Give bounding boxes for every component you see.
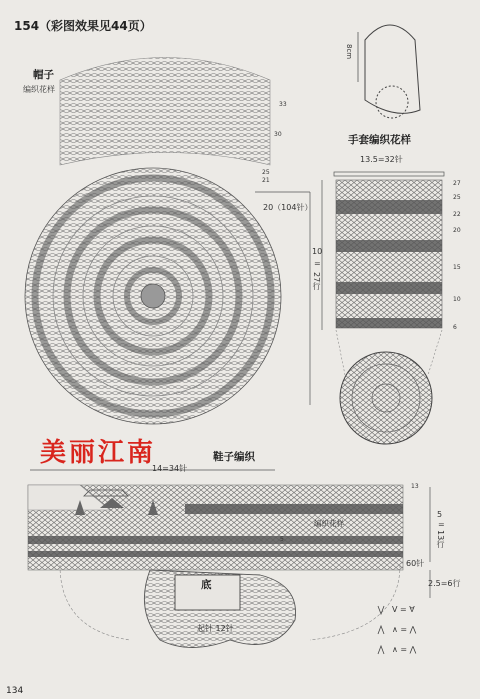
mitten-top-round — [340, 352, 432, 444]
mitten-row-20: 20 — [453, 227, 461, 234]
watermark: 美丽江南 — [40, 438, 157, 468]
shoe-side-top: 5 — [437, 510, 443, 519]
mitten-height-label: 8cm — [345, 44, 353, 60]
hat-row-21: 21 — [262, 177, 270, 184]
legend-item-1: V = ∀ — [392, 605, 415, 614]
mitten-row-27: 27 — [453, 180, 461, 187]
mitten-row-6: 6 — [453, 324, 457, 331]
shoe-row-13: 13 — [411, 483, 419, 490]
hat-row-25: 25 — [262, 169, 270, 176]
shoe-side-mid: = — [438, 520, 445, 529]
legend-symbols — [378, 606, 384, 654]
legend-item-2: ∧ = ⋀ — [392, 625, 417, 634]
shoe-pattern-label: 编织花样 — [314, 519, 344, 528]
mitten-width-label: 13.5=32针 — [360, 155, 403, 164]
mitten-row-10: 10 — [453, 296, 461, 303]
mitten-row-22: 22 — [453, 211, 461, 218]
hat-title: 帽子 — [33, 69, 54, 81]
hat-subtitle: 编织花样 — [23, 85, 55, 94]
sole-label: 底 — [201, 579, 212, 591]
start-stitch-label: 起针 12针 — [197, 624, 234, 633]
mitten-title: 手套编织花样 — [348, 134, 411, 146]
shoe-width-label: 14=34针 — [152, 464, 188, 473]
shoe-side-bot: 13行 — [436, 530, 445, 549]
mitten-side-mid: = — [314, 259, 321, 268]
shoe-row-5: 5 — [280, 536, 284, 543]
mitten-side-top: 10 — [312, 247, 323, 256]
mitten-row-25: 25 — [453, 194, 461, 201]
hat-height-label: 20（104针） — [263, 203, 313, 212]
shoe-title: 鞋子编织 — [213, 451, 255, 463]
shoe-stitch-label: 60针 — [406, 559, 425, 568]
mitten-outline — [365, 25, 420, 113]
hat-crown-rounds — [25, 168, 281, 424]
legend-item-3: ∧ = ⋀ — [392, 645, 417, 654]
hat-row-33: 33 — [279, 101, 287, 108]
page-number: 134 — [6, 686, 24, 696]
mitten-side-bot: 27行 — [312, 272, 321, 291]
page-header: 154（彩图效果见44页） — [14, 19, 152, 33]
hat-top-panel — [60, 58, 270, 166]
shoe-bottom-side: 2.5=6行 — [428, 579, 461, 588]
hat-row-30: 30 — [274, 131, 282, 138]
mitten-row-15: 15 — [453, 264, 461, 271]
